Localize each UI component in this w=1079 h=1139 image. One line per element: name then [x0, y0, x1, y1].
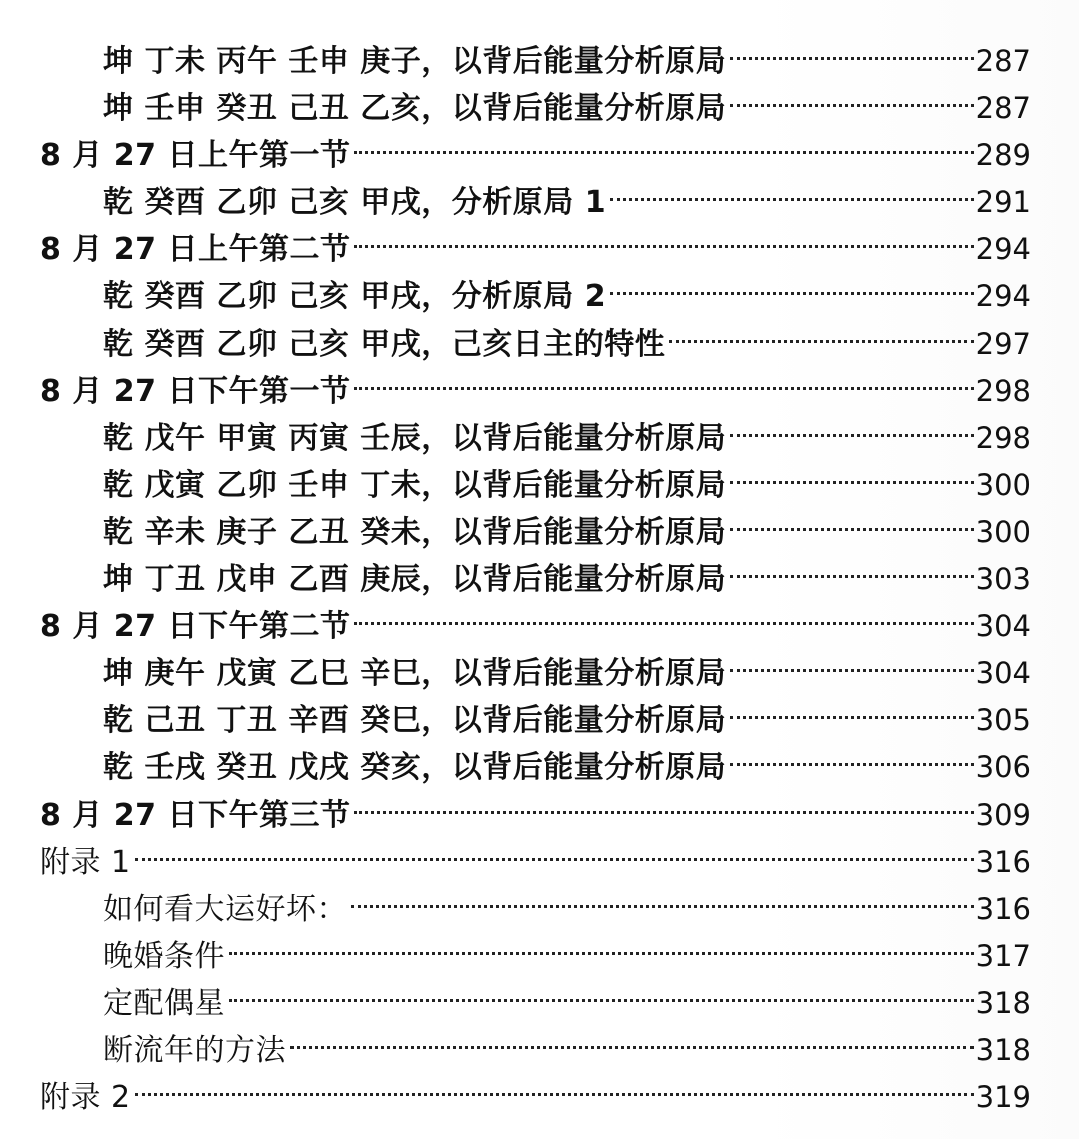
toc-page-number: 306 — [975, 750, 1031, 785]
toc-dot-leader — [730, 24, 973, 71]
toc-entry-title: 8 月 27 日下午第一节 — [40, 373, 351, 409]
toc-page-number: 318 — [975, 985, 1031, 1020]
toc-dot-leader — [354, 589, 973, 636]
toc-dot-leader — [354, 212, 973, 259]
toc-dot-leader — [354, 354, 973, 401]
toc-dot-leader — [229, 966, 974, 1013]
toc-dot-leader — [354, 778, 973, 825]
toc-entry-title: 坤 丁丑 戊申 乙酉 庚辰，以背后能量分析原局 — [103, 562, 727, 598]
toc-page-number: 287 — [975, 91, 1031, 126]
toc-dot-leader — [229, 919, 974, 966]
toc-entry-title: 乾 己丑 丁丑 辛酉 癸巳，以背后能量分析原局 — [103, 703, 727, 739]
toc-entry-title: 8 月 27 日上午第一节 — [40, 138, 351, 174]
toc-entry-title: 附录 1 — [40, 844, 131, 880]
toc-entry-title: 乾 戊寅 乙卯 壬申 丁未，以背后能量分析原局 — [103, 467, 727, 503]
toc-page-number: 316 — [975, 891, 1031, 926]
toc-subsection-entry[interactable] — [0, 872, 1079, 927]
toc-dot-leader — [351, 872, 974, 919]
toc-page-number: 300 — [975, 467, 1031, 502]
toc-page-number: 305 — [975, 703, 1031, 738]
toc-dot-leader — [730, 448, 973, 495]
toc-entry-title: 晚婚条件 — [103, 938, 225, 974]
toc-entry-title: 乾 癸酉 乙卯 己亥 甲戌，己亥日主的特性 — [103, 326, 666, 362]
toc-dot-leader — [354, 118, 973, 165]
toc-dot-leader — [135, 825, 974, 872]
toc-dot-leader — [610, 259, 974, 306]
toc-page-number: 317 — [975, 938, 1031, 973]
toc-dot-leader — [610, 165, 974, 212]
toc-entry-title: 乾 壬戌 癸丑 戊戌 癸亥，以背后能量分析原局 — [103, 750, 727, 786]
table-of-contents — [0, 24, 1079, 1116]
toc-page-number: 294 — [975, 279, 1031, 314]
toc-page-number: 298 — [975, 420, 1031, 455]
toc-page-number: 318 — [975, 1032, 1031, 1067]
toc-entry-title: 坤 壬申 癸丑 己丑 乙亥，以背后能量分析原局 — [103, 91, 727, 127]
toc-page-number: 300 — [975, 514, 1031, 549]
toc-page-number: 319 — [975, 1080, 1031, 1115]
toc-section-entry[interactable] — [0, 1060, 1079, 1116]
toc-page-number: 316 — [975, 844, 1031, 879]
toc-entry-title: 如何看大运好坏： — [103, 891, 347, 927]
toc-page-number: 298 — [975, 373, 1031, 408]
toc-entry-title: 乾 辛未 庚子 乙丑 癸未，以背后能量分析原局 — [103, 514, 727, 550]
toc-dot-leader — [730, 683, 973, 730]
toc-dot-leader — [290, 1013, 974, 1060]
toc-entry-title: 坤 丁未 丙午 壬申 庚子，以背后能量分析原局 — [103, 44, 727, 79]
toc-dot-leader — [730, 636, 973, 683]
toc-page-number: 289 — [975, 138, 1031, 173]
toc-page-number: 304 — [975, 656, 1031, 691]
toc-entry-title: 乾 癸酉 乙卯 己亥 甲戌，分析原局 2 — [103, 279, 607, 315]
toc-dot-leader — [730, 495, 973, 542]
toc-page-number: 309 — [975, 797, 1031, 832]
toc-page-number: 291 — [975, 185, 1031, 220]
toc-entry-title: 乾 癸酉 乙卯 己亥 甲戌，分析原局 1 — [103, 185, 607, 221]
toc-dot-leader — [730, 542, 973, 589]
toc-page-number: 287 — [975, 44, 1031, 78]
toc-entry-title: 乾 戊午 甲寅 丙寅 壬辰，以背后能量分析原局 — [103, 420, 727, 456]
toc-entry-title: 坤 庚午 戊寅 乙巳 辛巳，以背后能量分析原局 — [103, 656, 727, 692]
toc-dot-leader — [730, 401, 973, 448]
toc-section-entry[interactable] — [0, 825, 1079, 880]
toc-entry-title: 8 月 27 日下午第三节 — [40, 797, 351, 833]
toc-entry-title: 8 月 27 日下午第二节 — [40, 609, 351, 645]
toc-entry-title: 附录 2 — [40, 1080, 131, 1116]
toc-dot-leader — [669, 307, 973, 354]
toc-dot-leader — [730, 71, 973, 118]
toc-page-number: 294 — [975, 232, 1031, 267]
toc-subsection-entry[interactable] — [0, 24, 1079, 79]
toc-dot-leader — [730, 730, 973, 777]
toc-dot-leader — [135, 1060, 974, 1107]
toc-page-number: 303 — [975, 562, 1031, 597]
toc-entry-title: 定配偶星 — [103, 985, 225, 1021]
toc-page-number: 297 — [975, 326, 1031, 361]
toc-page-number: 304 — [975, 609, 1031, 644]
toc-entry-title: 断流年的方法 — [103, 1032, 286, 1068]
toc-entry-title: 8 月 27 日上午第二节 — [40, 232, 351, 268]
